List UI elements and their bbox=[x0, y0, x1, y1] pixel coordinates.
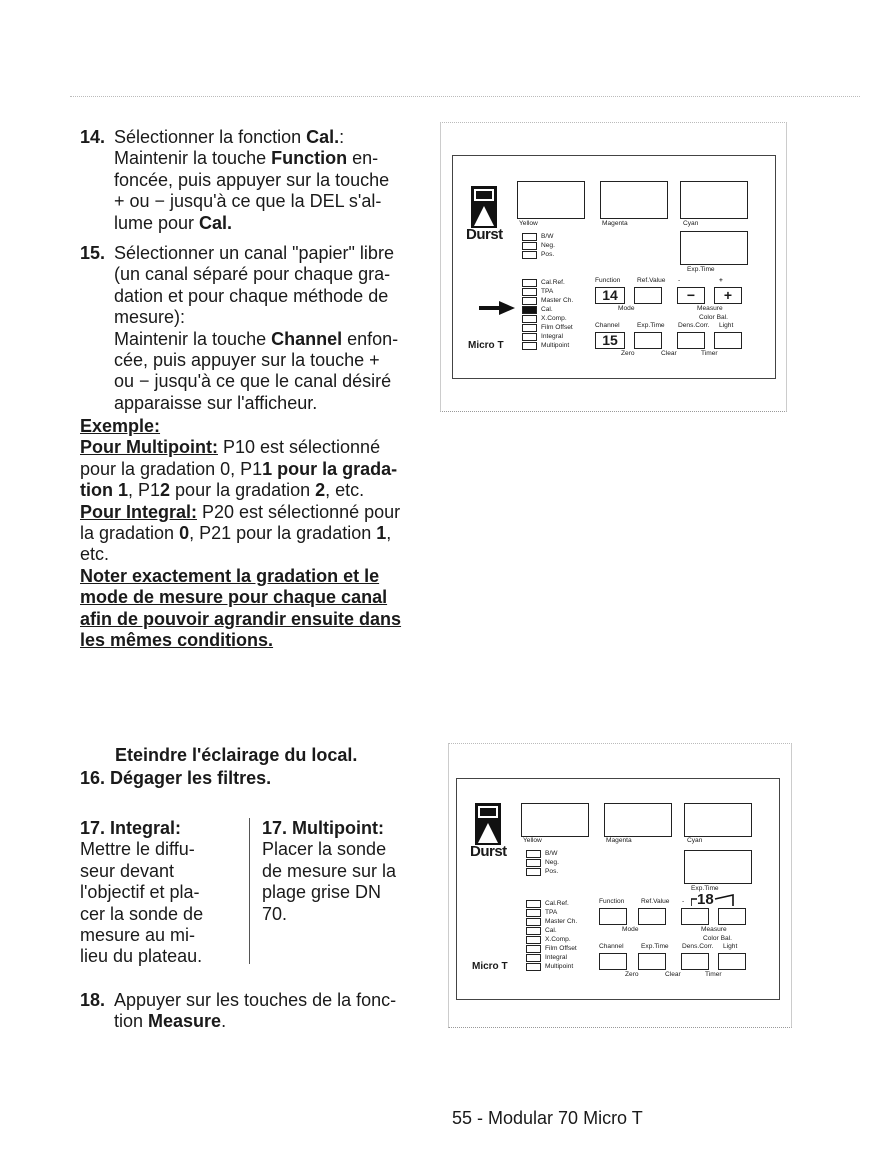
durst-logo-icon bbox=[471, 186, 497, 228]
magenta-display bbox=[600, 181, 668, 219]
page-footer: 55 - Modular 70 Micro T bbox=[452, 1108, 643, 1128]
yellow-display bbox=[517, 181, 585, 219]
step-16: 16. Dégager les filtres. bbox=[80, 768, 272, 788]
refvalue-button[interactable] bbox=[634, 287, 662, 304]
channel-button[interactable]: 15 bbox=[595, 332, 625, 349]
function-button[interactable]: 14 bbox=[595, 287, 625, 304]
col-multipoint: 17. Multipoint: Placer la sonde de mesure sur la plage grise DN 70. bbox=[262, 818, 397, 924]
cyan-display bbox=[680, 181, 748, 219]
example-heading: Exemple: bbox=[80, 416, 161, 436]
durst-logo-icon bbox=[475, 803, 501, 845]
callout-bracket-icon bbox=[691, 893, 739, 907]
step-15-number: 15. bbox=[80, 243, 106, 263]
exptime-display bbox=[680, 231, 748, 265]
led-pos bbox=[522, 251, 537, 259]
top-rule bbox=[70, 96, 860, 97]
step-18: 18. Appuyer sur les touches de la fonc- tion Measure. bbox=[80, 990, 397, 1032]
led-bw bbox=[522, 233, 537, 241]
panel-1: Durst Micro T Yellow Magenta Cyan Exp.Time B/W Neg. Pos. Cal.Ref. TPA Master Ch. Cal. X.Comp. Film Offset Integral Multipoint Function Ref.Value - + 14 − + Mode Measure Color Bal. Channel Exp.Time Dens.Corr. Light 15 Zero Clear Timer bbox=[452, 155, 776, 379]
callout-18: 18 bbox=[697, 891, 714, 908]
exptime-button[interactable] bbox=[634, 332, 662, 349]
step-14-number: 14. bbox=[80, 127, 106, 147]
note: Noter exactement la gradation et le mode de mesure pour chaque canal afin de pouvoir agrandir ensuite dans les mêmes conditions. bbox=[80, 565, 402, 651]
plus-button[interactable]: + bbox=[714, 287, 742, 304]
led-cal-lit bbox=[522, 306, 537, 314]
model-label: Micro T bbox=[468, 340, 504, 351]
light-button[interactable] bbox=[714, 332, 742, 349]
minus-button[interactable]: − bbox=[677, 287, 705, 304]
example-block: Exemple: Pour Multipoint: P10 est sélectionné pour la gradation 0, P11 pour la grada- tion 1, P12 pour la gradation 2, etc. Pour Integral: P20 est sélectionné pour la gradation 0, P21 pour la gradation 1, etc. Noter exactement la gradation et le mode de mesure pour chaque canal afin de pouvoir agrandir ensuite dans les mêmes conditions. bbox=[80, 416, 430, 651]
eteindre: Eteindre l'éclairage du local. bbox=[115, 745, 358, 765]
step-14: 14. Sélectionner la fonction Cal.: Maintenir la touche Function en- foncée, puis appuyer sur la touche + ou − jusqu'à ce que la DEL s'al- lume pour Cal. bbox=[80, 127, 390, 233]
arrow-right-icon bbox=[479, 301, 515, 315]
panel-2: Durst Micro T Yellow Magenta Cyan Exp.Time B/W Neg. Pos. Cal.Ref. TPA Master Ch. Cal. X.Comp. Film Offset Integral Multipoint Function Ref.Value - 18 Mode Measure Color Bal. Channel Exp.Time Dens.Corr. Light Zero Clear Timer bbox=[456, 778, 780, 1000]
step-15: 15. Sélectionner un canal "papier" libre (un canal séparé pour chaque gra- dation et pour chaque méthode de mesure): Maintenir la touche Channel enfon- cée, puis appuyer sur la touche + ou − jusqu'à ce que le canal désiré apparaisse sur l'afficheur. bbox=[80, 243, 399, 413]
brand: Durst bbox=[466, 226, 503, 243]
col-integral: 17. Integral: Mettre le diffu- seur devant l'objectif et pla- cer la sonde de mesure au mi- lieu du plateau. bbox=[80, 818, 204, 967]
led-neg bbox=[522, 242, 537, 250]
denscorr-button[interactable] bbox=[677, 332, 705, 349]
column-divider bbox=[249, 818, 250, 964]
